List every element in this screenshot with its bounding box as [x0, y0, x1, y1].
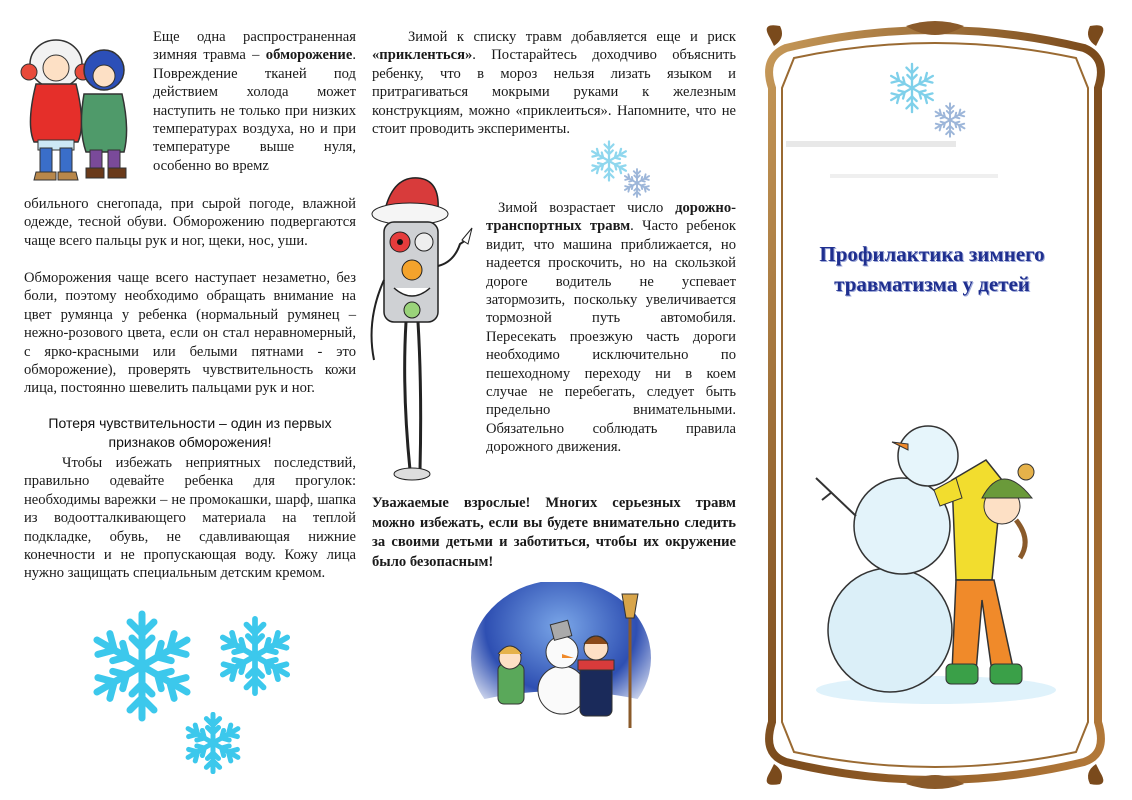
sticking-risk-paragraph — [372, 28, 736, 138]
frostbite-term: обморожение — [265, 47, 353, 64]
kids-illustration — [16, 34, 140, 182]
snowflake-icon — [622, 168, 652, 198]
frostbite-warning: Потеря чувствительности – один из первых признаков обморожения! — [48, 415, 332, 450]
frostbite-intro-paragraph — [153, 28, 356, 175]
sticking-risk-lead: Зимой к списку травм добавляется еще и риск — [408, 29, 736, 45]
frostbite-causes-paragraph: обильного снегопада, при сырой погоде, влажной одежде, тесной обуви. Обморожению подвергаются чаще всего пальцы рук и ног, щеки, нос, уши. — [24, 196, 356, 249]
traffic-injury-term: дорожно-транспортных травм — [486, 200, 736, 235]
frostbite-intro-lead: Еще одна распространенная зимняя травма – — [153, 29, 356, 64]
sticking-term: «прикленться» — [372, 47, 473, 64]
snowflake-icon — [886, 62, 938, 114]
snowman-kids-illustration — [470, 582, 652, 742]
snowflake-icon — [932, 102, 968, 138]
traffic-injury-paragraph — [486, 199, 736, 457]
traffic-injury-rest: . Часто ребенок видит, что машина приближается, но надеется проскочить, но на скользкой дороге водитель не успевает затормозить, поскольку увеличивается тормозной путь автомобиля. Пересекать проезжую часть дороги необходимо исключительно по пешеходному переходу ни в коем случае не перебегать, следует быть предельно внимательными. Обязательно соблюдать правила дорожного движения. — [486, 218, 736, 456]
adults-appeal: Уважаемые взрослые! Многих серьезных травм можно избежать, если вы будете внимательно следить за своими детьми и заботиться, чтобы их окружение было безопасным! — [372, 495, 736, 570]
frostbite-intro-rest: . Повреждение тканей под действием холода может наступить не только при низких температурах воздуха, но и при температуре выше нуля, особенно во времz — [153, 47, 356, 174]
snowflake-icon — [86, 610, 198, 722]
traffic-injury-lead: Зимой возрастает число — [498, 200, 664, 216]
snowflake-icon — [215, 616, 295, 696]
traffic-light-character — [362, 170, 480, 490]
brochure-title: Профилактика зимнего травматизма у детей — [819, 242, 1045, 296]
snowflake-icon — [182, 712, 244, 774]
sticking-risk-rest: . Постарайтесь доходчиво объяснить ребенку, что в мороз нельзя лизать языком и притрагиваться мокрыми руками к железным конструкциям, можно «приклеиться». Напомните, что не стоит проводить эксперименты. — [372, 47, 736, 138]
frostbite-signs-paragraph: Обморожения чаще всего наступает незаметно, без боли, поэтому необходимо обращать внимание на цвет румянца у ребенка (нормальный румянец – нежно-розового цвета, если он стал неравномерный, с ярко-красными или белыми пятнами - это обморожение), проверять чувствительность кожи лица, постоянно шевелить пальцами рук и ног. — [24, 270, 356, 397]
snowman-child-illustration — [806, 420, 1064, 710]
clothing-advice-paragraph: Чтобы избежать неприятных последствий, правильно одевайте ребенка для прогулок: необходимы варежки – не промокашки, шарф, шапка из водоотталкивающего материала на теплой подкладке, обувь, не сдавливающая нижние конечности и не пропускающая воду. Кожу лица нужно защищать специальным детским кремом. — [24, 455, 356, 582]
